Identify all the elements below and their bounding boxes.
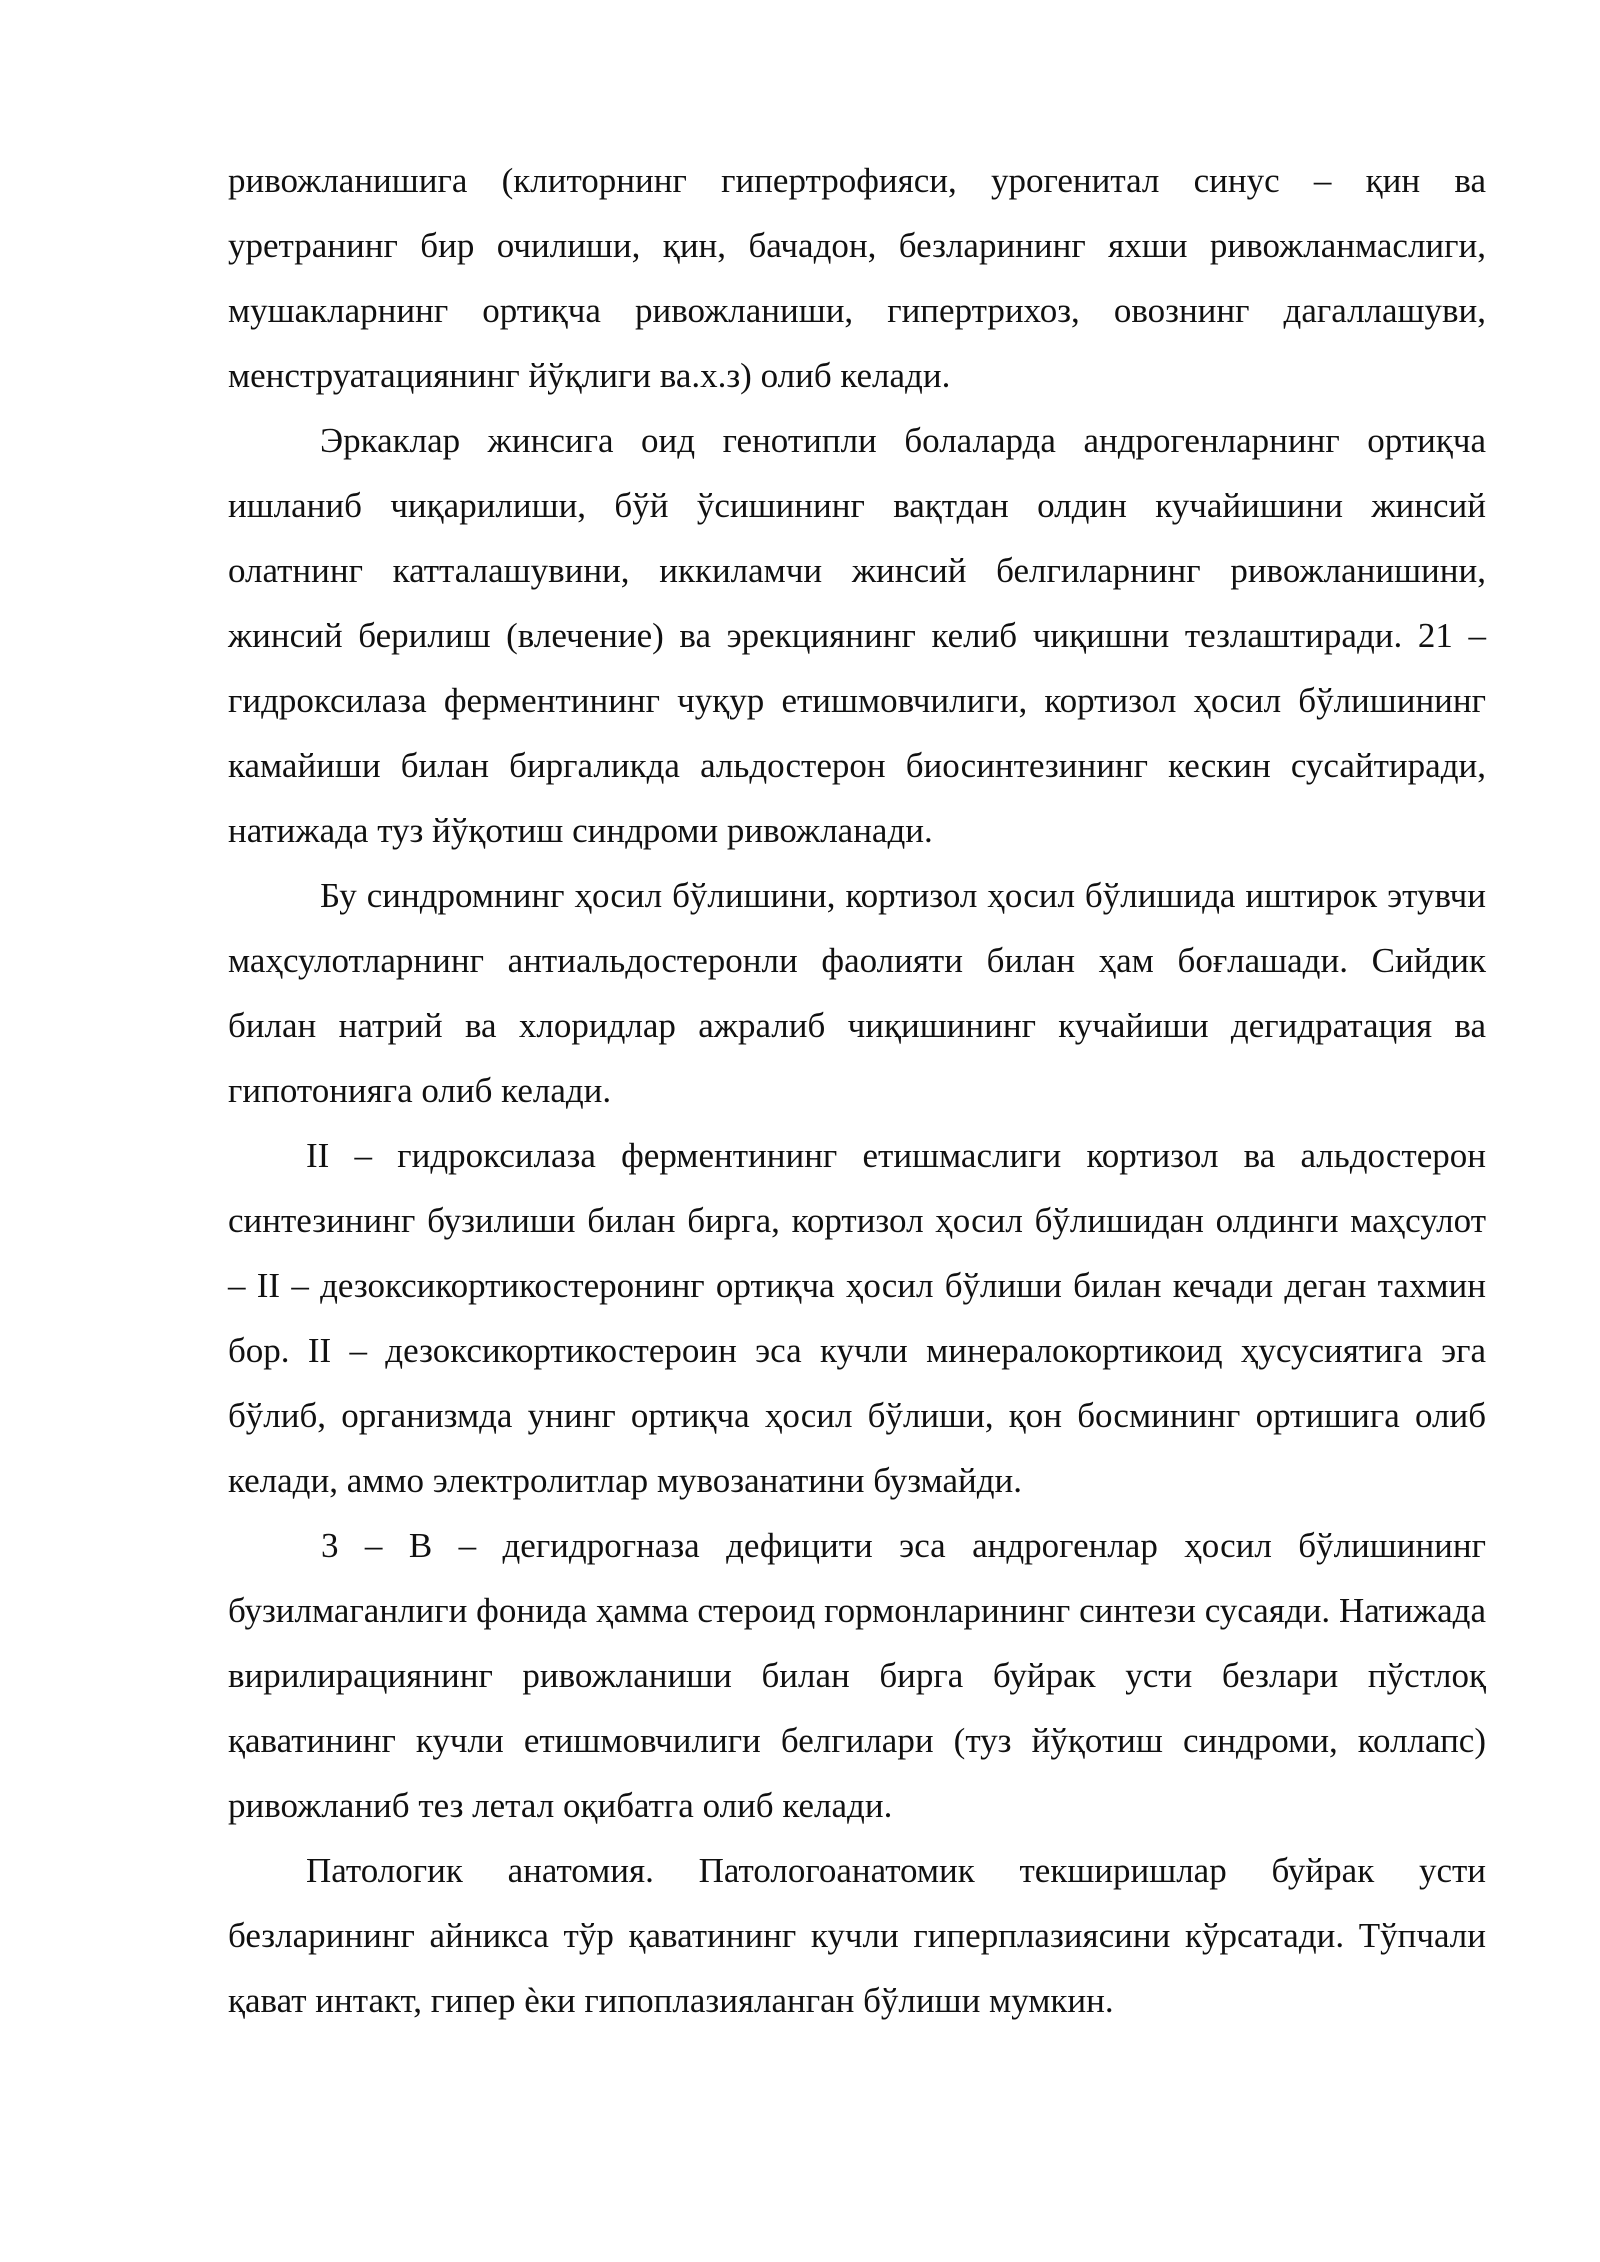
paragraph-syndrome-formation: Бу синдромнинг ҳосил бўлишини, кортизол ҳосил бўлишида иштирок этувчи маҳсулотларнинг антиальдостеронли фаолияти билан ҳам боғлашади. Сийдик билан натрий ва хлоридлар ажралиб чиқишининг кучайиши дегидратация ва гипотонияга олиб келади. [228,876,1486,1110]
paragraph-3b-dehydrogenase: 3 – В – дегидрогназа дефицити эса андрогенлар ҳосил бўлишининг бузилмаганлиги фонида ҳамма стероид гормонларининг синтези сусаяди. Натижада вирилирациянинг ривожланиши билан бирга буйрак усти безлари пўстлоқ қаватининг кучли етишмовчилиги белгилари (туз йўқотиш синдроми, коллапс) ривожланиб тез летал оқибатга олиб келади. [228,1526,1486,1825]
paragraph-11-hydroxylase: II – гидроксилаза ферментининг етишмаслиги кортизол ва альдостерон синтезининг бузилиши билан бирга, кортизол ҳосил бўлишидан олдинги маҳсулот – II – дезоксикортикостеронинг ортиқча ҳосил бўлиши билан кечади деган тахмин бор. II – дезоксикортикостероин эса кучли минералокортикоид ҳусусиятига эга бўлиб, организмда унинг ортиқча ҳосил бўлиши, қон босмининг ортишига олиб келади, аммо электролитлар мувозанатини бузмайди. [228,1136,1486,1500]
paragraph-androgen-effects: Эркаклар жинсига оид генотипли болаларда андрогенларнинг ортиқча ишланиб чиқарилиши, бўй ўсишининг вақтдан олдин кучайишини жинсий олатнинг катталашувини, иккиламчи жинсий белгиларнинг ривожланишини, жинсий берилиш (влечение) ва эрекциянинг келиб чиқишни тезлаштиради. 21 – гидроксилаза ферментининг чуқур етишмовчилиги, кортизол ҳосил бўлишининг камайиши билан биргаликда альдостерон биосинтезининг кескин сусайтиради, натижада туз йўқотиш синдроми ривожланади. [228,421,1486,850]
document-page [228,148,1486,2033]
paragraph-pathologic-anatomy: Патологик анатомия. Патологоанатомик текширишлар буйрак усти безларининг айникса тўр қаватининг кучли гиперплазиясини кўрсатади. Тўпчали қават интакт, гипер ѐки гипоплазияланган бўлиши мумкин. [228,1851,1486,2020]
paragraph-continuation: ривожланишига (клиторнинг гипертрофияси, урогенитал синус – қин ва уретранинг бир очилиши, қин, бачадон, безларининг яхши ривожланмаслиги, мушакларнинг ортиқча ривожланиши, гипертрихоз, овознинг дагаллашуви, менструатациянинг йўқлиги ва.х.з) олиб келади. [228,161,1486,395]
